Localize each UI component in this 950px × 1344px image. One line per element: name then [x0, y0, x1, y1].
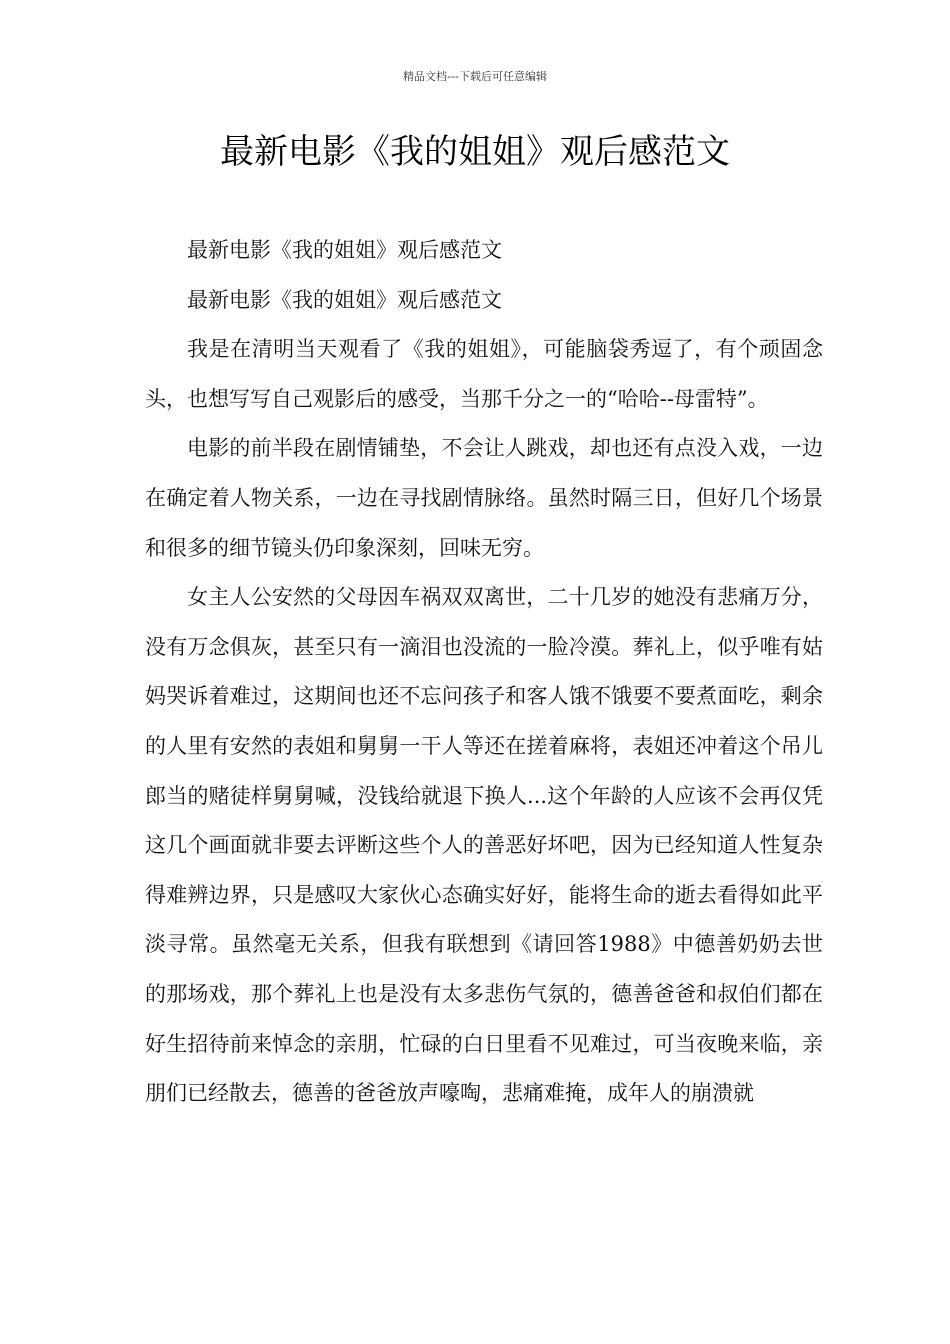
paragraph-subtitle-2: 最新电影《我的姐姐》观后感范文 — [187, 287, 502, 312]
header-note: 精品文档---下载后可任意编辑 — [403, 70, 547, 83]
document-body — [145, 226, 823, 1119]
paragraph-first-half: 电影的前半段在剧情铺垫，不会让人跳戏，却也还有点没入戏，一边在确定着人物关系，一边在寻找剧情脉络。虽然时隔三日，但好几个场景和很多的细节镜头仍印象深刻，回味无穷。 — [145, 436, 823, 560]
paragraph-subtitle-1: 最新电影《我的姐姐》观后感范文 — [187, 238, 502, 262]
paragraph-intro: 我是在清明当天观看了《我的姐姐》，可能脑袋秀逗了，有个顽固念头，也想写写自己观影后的感受，当那千分之一的“哈哈--母雷特”。 — [145, 337, 823, 411]
document-title: 最新电影《我的姐姐》观后感范文 — [220, 132, 730, 172]
paragraph-funeral: 女主人公安然的父母因车祸双双离世，二十几岁的她没有悲痛万分，没有万念俱灰，甚至只有一滴泪也没流的一脸冷漠。葬礼上，似乎唯有姑妈哭诉着难过，这期间也还不忘问孩子和客人饿不饿要不要煮面吃，剩余的人里有安然的表姐和舅舅一干人等还在搓着麻将，表姐还冲着这个吊儿郎当的赌徒样舅舅喊，没钱给就退下换人...这个年龄的人应该不会再仅凭这几个画面就非要去评断这些个人的善恶好坏吧，因为已经知道人性复杂得难辨边界，只是感叹大家伙心态确实好好，能将生命的逝去看得如此平淡寻常。虽然毫无关系，但我有联想到《请回答1988》中德善奶奶去世的那场戏，那个葬礼上也是没有太多悲伤气氛的，德善爸爸和叔伯们都在好生招待前来悼念的亲朋，忙碌的白日里看不见难过，可当夜晚来临，亲朋们已经散去，德善的爸爸放声嚎啕，悲痛难掩，成年人的崩溃就 — [145, 585, 823, 1106]
